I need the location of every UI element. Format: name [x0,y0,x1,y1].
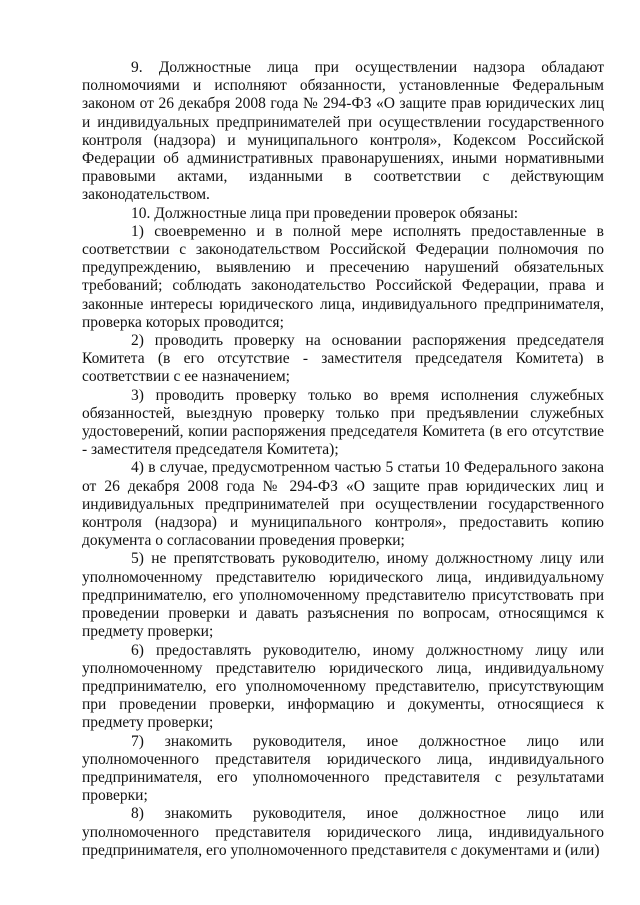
list-item-5: 5) не препятствовать руководителю, иному должностному лицу или уполномоченному представителю юридического лица, индивидуальному предпринимателю, его уполномоченному представителю присутствовать при проведении проверки и давать разъяснения по вопросам, относящимся к предмету проверки; [82,550,604,641]
list-item-8: 8) знакомить руководителя, иное должностное лицо или уполномоченного представителя юридического лица, индивидуального предпринимателя, его уполномоченного представителя с документами и (или) [82,805,604,859]
paragraph-10: 10. Должностные лица при проведении проверок обязаны: [131,204,519,222]
list-item-3: 3) проводить проверку только во время исполнения служебных обязанностей, выездную проверку только при предъявлении служебных удостоверений, копии распоряжения председателя Комитета (в его отсутствие - заместителя председателя Комитета); [82,386,604,459]
list-item-4: 4) в случае, предусмотренном частью 5 статьи 10 Федерального закона от 26 декабря 2008 года № 294-ФЗ «О защите прав юридических лиц и индивидуальных предпринимателей при осуществлении государственного контроля (надзора) и муниципального контроля», предоставить копию документа о согласовании проведения проверки; [82,459,604,550]
paragraph-9: 9. Должностные лица при осуществлении надзора обладают полномочиями и исполняют обязанности, установленные Федеральным законом от 26 декабря 2008 года № 294-ФЗ «О защите прав юридических лиц и индивидуальных предпринимателей при осуществлении государственного контроля (надзора) и муниципального контроля», Кодексом Российской Федерации об административных правонарушениях, иными нормативными правовыми актами, изданными в соответствии с действующим законодательством. [82,59,604,204]
list-item-7: 7) знакомить руководителя, иное должностное лицо или уполномоченного представителя юридического лица, индивидуального предпринимателя, его уполномоченного представителя с результатами проверки; [82,732,604,805]
list-item-1: 1) своевременно и в полной мере исполнять предоставленные в соответствии с законодательством Российской Федерации полномочия по предупреждению, выявлению и пресечению нарушений обязательных требований; соблюдать законодательство Российской Федерации, права и законные интересы юридического лица, индивидуального предпринимателя, проверка которых проводится; [82,222,604,331]
document-body [82,59,604,860]
list-item-2: 2) проводить проверку на основании распоряжения председателя Комитета (в его отсутствие - заместителя председателя Комитета) в соответствии с ее назначением; [82,332,604,386]
list-item-6: 6) предоставлять руководителю, иному должностному лицу или уполномоченному представителю юридического лица, индивидуальному предпринимателю, его уполномоченному представителю, присутствующим при проведении проверки, информацию и документы, относящиеся к предмету проверки; [82,641,604,732]
